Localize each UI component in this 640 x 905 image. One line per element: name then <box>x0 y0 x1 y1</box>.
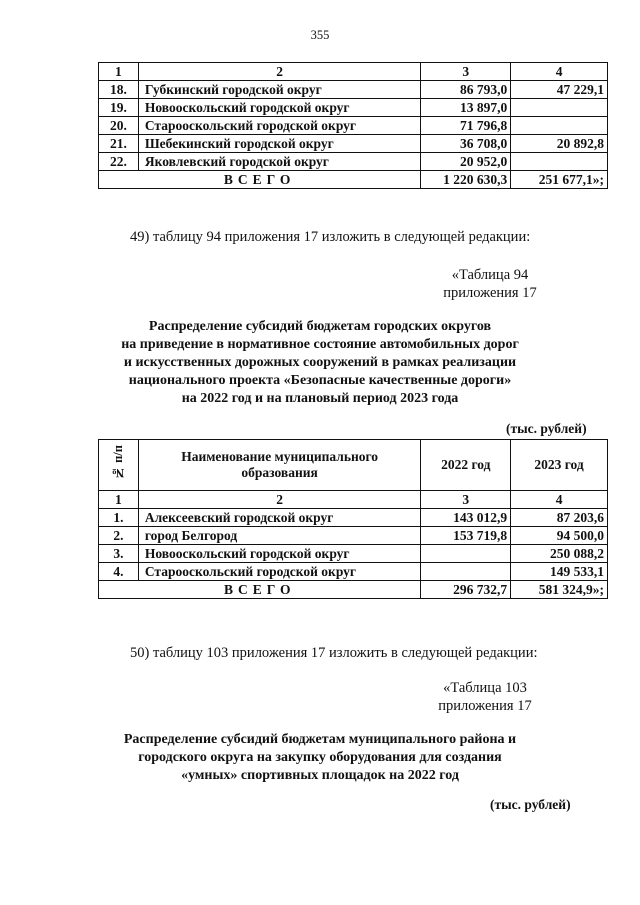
value-col4: 20 892,8 <box>511 135 608 153</box>
row-number: 22. <box>99 153 139 171</box>
table-row <box>99 527 608 545</box>
subsidy-table-continuation <box>98 62 608 189</box>
value-2022: 143 012,9 <box>421 509 511 527</box>
heading-line: национального проекта «Безопасные качественные дороги» <box>128 373 512 388</box>
row-number: 4. <box>99 563 139 581</box>
row-number: 19. <box>99 99 139 117</box>
table-row <box>99 135 608 153</box>
municipality-name: Яковлевский городской округ <box>138 153 420 171</box>
col-number-1: 1 <box>99 63 139 81</box>
col-number-1: 1 <box>99 491 139 509</box>
table-total-row <box>99 171 608 189</box>
municipality-name: Старооскольский городской округ <box>138 563 421 581</box>
value-col3: 13 897,0 <box>421 99 511 117</box>
caption-line: приложения 17 <box>443 285 537 301</box>
value-col4 <box>511 117 608 135</box>
col-header-2023: 2023 год <box>511 440 608 491</box>
heading-line: «умных» спортивных площадок на 2022 год <box>181 768 459 783</box>
row-number: 21. <box>99 135 139 153</box>
table94-caption <box>420 266 560 302</box>
row-number: 20. <box>99 117 139 135</box>
row-number: 2. <box>99 527 139 545</box>
col-number-2: 2 <box>138 63 420 81</box>
municipality-name: Алексеевский городской округ <box>138 509 421 527</box>
table-94 <box>98 439 608 599</box>
caption-line: «Таблица 103 <box>443 680 527 696</box>
table-row <box>99 545 608 563</box>
col-header-name: Наименование муниципального образования <box>138 440 421 491</box>
heading-line: городского округа на закупку оборудования для создания <box>138 750 502 765</box>
value-2022: 153 719,8 <box>421 527 511 545</box>
total-col4: 251 677,1»; <box>511 171 608 189</box>
heading-line: на приведение в нормативное состояние автомобильных дорог <box>121 337 519 352</box>
row-number: 3. <box>99 545 139 563</box>
page-number: 355 <box>310 28 330 42</box>
municipality-name: Новооскольский городской округ <box>138 545 421 563</box>
col-number-2: 2 <box>138 491 421 509</box>
value-col3: 36 708,0 <box>421 135 511 153</box>
municipality-name: Шебекинский городской округ <box>138 135 420 153</box>
value-col3: 71 796,8 <box>421 117 511 135</box>
col-number-4: 4 <box>511 491 608 509</box>
table94-heading <box>0 318 640 408</box>
table-header-numbers <box>99 63 608 81</box>
row-number: 1. <box>99 509 139 527</box>
table-header-numbers <box>99 491 608 509</box>
paragraph-49: 49) таблицу 94 приложения 17 изложить в следующей редакции: <box>130 229 531 245</box>
table-header <box>99 440 608 491</box>
table-row <box>99 81 608 99</box>
heading-line: на 2022 год и на плановый период 2023 года <box>181 391 459 406</box>
caption-line: приложения 17 <box>438 698 532 714</box>
value-col4: 47 229,1 <box>511 81 608 99</box>
heading-line: Распределение субсидий бюджетам городских округов <box>148 319 492 334</box>
col-number-3: 3 <box>421 63 511 81</box>
col-header-2022: 2022 год <box>421 440 511 491</box>
caption-line: «Таблица 94 <box>451 267 529 283</box>
table-row <box>99 509 608 527</box>
municipality-name: Новооскольский городской округ <box>138 99 420 117</box>
value-col3: 86 793,0 <box>421 81 511 99</box>
col-number-4: 4 <box>511 63 608 81</box>
table-row <box>99 153 608 171</box>
row-number: 18. <box>99 81 139 99</box>
value-2023: 87 203,6 <box>511 509 608 527</box>
col-header-number <box>99 440 139 491</box>
header-number-text: № п/п <box>111 445 126 481</box>
total-2022: 296 732,7 <box>421 581 511 599</box>
total-col3: 1 220 630,3 <box>421 171 511 189</box>
value-col4 <box>511 153 608 171</box>
value-col3: 20 952,0 <box>421 153 511 171</box>
heading-line: и искусственных дорожных сооружений в рамках реализации <box>123 355 517 370</box>
table-total-row <box>99 581 608 599</box>
value-2023: 149 533,1 <box>511 563 608 581</box>
municipality-name: Губкинский городской округ <box>138 81 420 99</box>
municipality-name: город Белгород <box>138 527 421 545</box>
table103-caption <box>415 679 555 715</box>
total-label: ВСЕГО <box>99 171 421 189</box>
total-label: ВСЕГО <box>99 581 421 599</box>
paragraph-50: 50) таблицу 103 приложения 17 изложить в следующей редакции: <box>130 645 538 661</box>
total-2023: 581 324,9»; <box>511 581 608 599</box>
table-row <box>99 99 608 117</box>
table103-heading <box>0 731 640 785</box>
municipality-name: Старооскольский городской округ <box>138 117 420 135</box>
units-label: (тыс. рублей) <box>490 797 571 812</box>
value-2023: 94 500,0 <box>511 527 608 545</box>
value-2022 <box>421 563 511 581</box>
value-col4 <box>511 99 608 117</box>
value-2023: 250 088,2 <box>511 545 608 563</box>
col-number-3: 3 <box>421 491 511 509</box>
units-label: (тыс. рублей) <box>506 421 587 436</box>
value-2022 <box>421 545 511 563</box>
table-row <box>99 563 608 581</box>
heading-line: Распределение субсидий бюджетам муниципального района и <box>123 732 517 747</box>
table-row <box>99 117 608 135</box>
